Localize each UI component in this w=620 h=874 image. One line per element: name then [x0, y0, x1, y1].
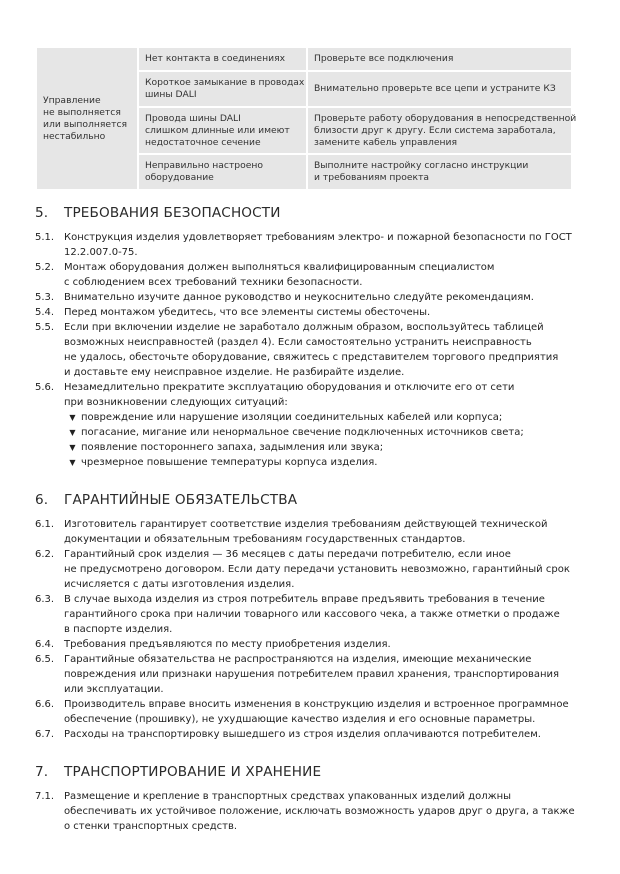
list-item [35, 637, 585, 652]
section-heading [35, 764, 585, 781]
list-item [35, 652, 585, 697]
item-line: исчисляется с даты изготовления изделия. [64, 579, 295, 590]
list-item [35, 305, 585, 320]
item-line: повреждения или признаки нарушения потребителем правил хранения, транспортирования [64, 669, 560, 680]
item-line: документации и обязательным требованиям государственных стандартов. [64, 534, 466, 545]
list-item [35, 727, 585, 742]
bullet-item [64, 410, 585, 425]
item-line: Гарантийный срок изделия — 36 месяцев с даты передачи потребителю, если иное [64, 549, 511, 560]
section-items [35, 517, 585, 742]
cause-line: Нет контакта в соединениях [145, 53, 286, 64]
item-line: гарантийного срока при наличии товарного или кассового чека, а также отметки о продаже [64, 609, 560, 620]
cause-cell [138, 107, 307, 154]
item-number: 6.5. [35, 654, 55, 665]
section-number: 6. [35, 492, 49, 508]
remedy-line: замените кабель управления [314, 136, 458, 148]
triangle-down-icon: ▼ [69, 428, 76, 437]
bullet-text: чрезмерное повышение температуры корпуса изделия. [81, 457, 378, 468]
item-number: 6.1. [35, 519, 55, 530]
item-line: с соблюдением всех требований техники безопасности. [64, 277, 363, 288]
section-items [35, 230, 585, 470]
item-line: Внимательно изучите данное руководство и неукоснительно следуйте рекомендациям. [64, 292, 534, 303]
item-number: 6.4. [35, 639, 55, 650]
item-line: Требования предъявляются по месту приобретения изделия. [64, 639, 391, 650]
bullet-text: повреждение или нарушение изоляции соединительных кабелей или корпуса; [81, 412, 503, 423]
item-text [64, 260, 585, 290]
item-line: Если при включении изделие не заработало должным образом, воспользуйтесь таблицей [64, 322, 544, 333]
section-title: ТРАНСПОРТИРОВАНИЕ И ХРАНЕНИЕ [64, 764, 322, 780]
remedy-cell [307, 71, 572, 107]
remedy-line: Внимательно проверьте все цепи и устраните КЗ [314, 83, 556, 94]
item-line: не предусмотрено договором. Если дату передачи установить невозможно, гарантийный срок [64, 564, 570, 575]
cause-line: недостаточное сечение [145, 136, 261, 148]
item-line: при возникновении следующих ситуаций: [64, 397, 288, 408]
item-line: Перед монтажом убедитесь, что все элементы системы обесточены. [64, 307, 431, 318]
bullet-text: появление постороннего запаха, задымления или звука; [81, 442, 384, 453]
item-text [64, 697, 585, 727]
cause-line: слишком длинные или имеют [145, 124, 290, 136]
item-text [64, 727, 585, 742]
item-line: Изготовитель гарантирует соответствие изделия требованиям действующей технической [64, 519, 548, 530]
bullet-item [64, 455, 585, 470]
cause-line: шины DALI [145, 89, 197, 100]
remedy-line: Выполните настройку согласно инструкции [314, 160, 529, 171]
bullet-item [64, 440, 585, 455]
item-line: В случае выхода изделия из строя потребитель вправе предъявить требования в течение [64, 594, 545, 605]
cause-line: Провода шины DALI [145, 112, 241, 124]
item-text [64, 789, 585, 834]
triangle-down-icon: ▼ [69, 458, 76, 467]
item-line: 12.2.007.0-75. [64, 247, 138, 258]
problem-line: не выполняется [43, 106, 121, 118]
item-line: о стенки транспортных средств. [64, 821, 238, 832]
problem-line: нестабильно [43, 130, 106, 142]
item-number: 6.6. [35, 699, 55, 710]
section-title: ГАРАНТИЙНЫЕ ОБЯЗАТЕЛЬСТВА [64, 492, 298, 508]
item-line: Незамедлительно прекратите эксплуатацию оборудования и отключите его от сети [64, 382, 515, 393]
section-warranty [35, 492, 585, 742]
item-text [64, 380, 585, 470]
item-text [64, 517, 585, 547]
list-item [35, 789, 585, 834]
table-row [36, 47, 572, 71]
list-item [35, 517, 585, 547]
problem-cell [36, 47, 138, 190]
item-line: Размещение и крепление в транспортных средствах упакованных изделий должны [64, 791, 512, 802]
item-text [64, 637, 585, 652]
item-line: Гарантийные обязательства не распространяются на изделия, имеющие механические [64, 654, 532, 665]
remedy-line: близости друг к другу. Если система заработала, [314, 124, 556, 136]
remedy-line: и требованиям проекта [314, 172, 430, 183]
remedy-cell [307, 154, 572, 190]
item-number: 6.3. [35, 594, 55, 605]
cause-cell [138, 47, 307, 71]
cause-cell [138, 154, 307, 190]
item-text [64, 305, 585, 320]
item-text [64, 290, 585, 305]
section-number: 7. [35, 764, 49, 780]
remedy-cell [307, 107, 577, 154]
item-line: Конструкция изделия удовлетворяет требованиям электро- и пожарной безопасности по ГОСТ [64, 232, 572, 243]
list-item [35, 697, 585, 727]
troubleshooting-table [35, 46, 577, 191]
cause-line: Неправильно настроено [145, 160, 264, 171]
problem-line: Управление [43, 94, 101, 106]
list-item [35, 260, 585, 290]
section-heading [35, 492, 585, 509]
triangle-down-icon: ▼ [69, 413, 76, 422]
bullet-item [64, 425, 585, 440]
item-line: Монтаж оборудования должен выполняться квалифицированным специалистом [64, 262, 495, 273]
item-text [64, 592, 585, 637]
item-number: 6.7. [35, 729, 55, 740]
remedy-line: Проверьте работу оборудования в непосредственной [314, 112, 577, 124]
section-transport [35, 764, 585, 834]
item-number: 5.4. [35, 307, 55, 318]
bullet-text: погасание, мигание или ненормальное свечение подключенных источников света; [81, 427, 524, 438]
problem-line: или выполняется [43, 118, 128, 130]
item-line: и доставьте ему неисправное изделие. Не разбирайте изделие. [64, 367, 405, 378]
item-number: 5.6. [35, 382, 55, 393]
list-item [35, 547, 585, 592]
item-line: обеспечение (прошивку), не ухудшающие качество изделия и его основные параметры. [64, 714, 536, 725]
list-item [35, 592, 585, 637]
triangle-down-icon: ▼ [69, 443, 76, 452]
item-text [64, 230, 585, 260]
item-number: 5.5. [35, 322, 55, 333]
section-safety [35, 205, 585, 470]
item-line: обеспечивать их устойчивое положение, исключать возможность ударов друг о друга, а также [64, 806, 575, 817]
item-line: Расходы на транспортировку вышедшего из строя изделия оплачиваются потребителем. [64, 729, 541, 740]
item-number: 5.2. [35, 262, 55, 273]
section-items [35, 789, 585, 834]
remedy-line: Проверьте все подключения [314, 53, 454, 64]
section-number: 5. [35, 205, 49, 221]
cause-line: Короткое замыкание в проводах [145, 77, 305, 88]
section-heading [35, 205, 585, 222]
item-number: 5.1. [35, 232, 55, 243]
item-text [64, 320, 585, 380]
remedy-cell [307, 47, 572, 71]
section-title: ТРЕБОВАНИЯ БЕЗОПАСНОСТИ [64, 205, 281, 221]
cause-cell [138, 71, 307, 107]
item-number: 6.2. [35, 549, 55, 560]
item-number: 5.3. [35, 292, 55, 303]
item-line: Производитель вправе вносить изменения в конструкцию изделия и встроенное программное [64, 699, 569, 710]
item-line: в паспорте изделия. [64, 624, 173, 635]
cause-line: оборудование [145, 172, 214, 183]
list-item [35, 290, 585, 305]
item-line: возможных неисправностей (раздел 4). Если самостоятельно устранить неисправность [64, 337, 532, 348]
list-item [35, 320, 585, 380]
list-item [35, 230, 585, 260]
item-text [64, 547, 585, 592]
item-text [64, 652, 585, 697]
item-number: 7.1. [35, 791, 55, 802]
item-line: или эксплуатации. [64, 684, 164, 695]
item-line: не удалось, обесточьте оборудование, свяжитесь с представителем торгового предприятия [64, 352, 559, 363]
list-item [35, 380, 585, 470]
